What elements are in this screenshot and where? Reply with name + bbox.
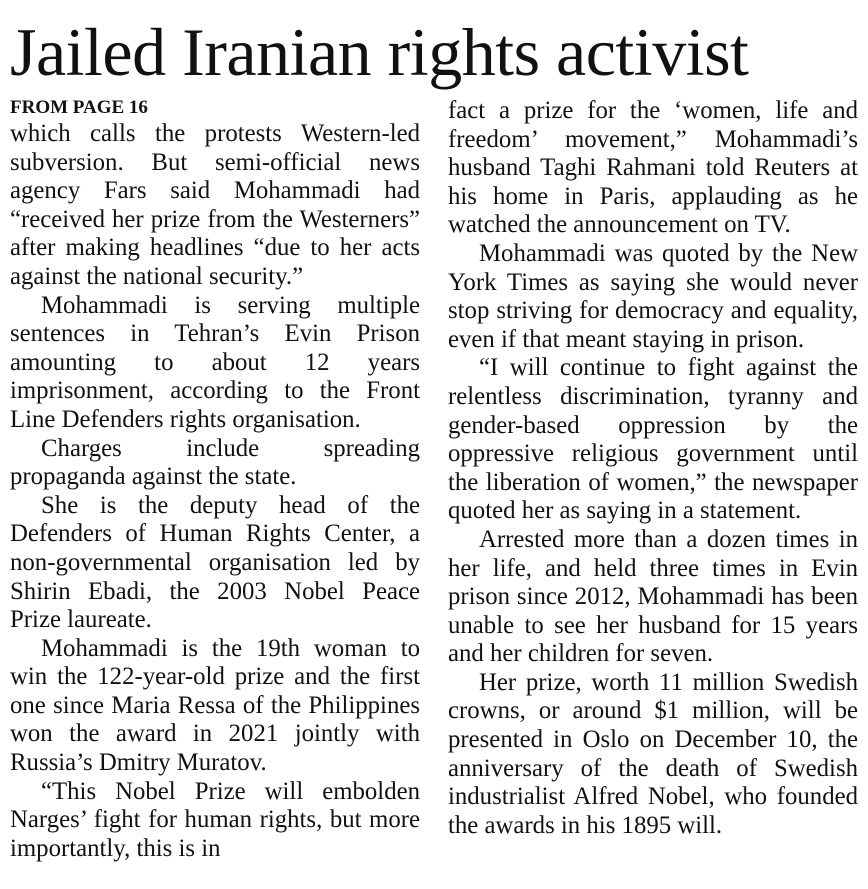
paragraph: “I will continue to fight against the relentless discrimination, tyranny and gender-based oppression by the oppressive religious government until the liberation of women,” the newspaper quoted her as saying in a statement. bbox=[448, 354, 858, 525]
paragraph: Her prize, worth 11 million Swedish crowns, or around $1 million, will be presented in Oslo on December 10, the anniversary of the death of Swedish industrialist Alfred Nobel, who founded the awards in his 1895 will. bbox=[448, 668, 858, 839]
paragraph: which calls the protests Western-led subversion. But semi-official news agency Fars said Mohammadi had “received her prize from the Westerners” after making headlines “due to her acts against the national security.” bbox=[10, 120, 420, 290]
article-column-left bbox=[10, 96, 420, 863]
paragraph: Mohammadi is the 19th woman to win the 122-year-old prize and the first one since Maria Ressa of the Philippines won the award in 2021 jointly with Russia’s Dmitry Muratov. bbox=[10, 634, 420, 777]
paragraph: Mohammadi was quoted by the New York Times as saying she would never stop striving for democracy and equality, even if that meant staying in prison. bbox=[448, 239, 858, 353]
paragraph: fact a prize for the ‘women, life and freedom’ movement,” Mohammadi’s husband Taghi Rahmani told Reuters at his home in Paris, applauding as he watched the announcement on TV. bbox=[448, 97, 858, 239]
paragraph: “This Nobel Prize will embolden Narges’ fight for human rights, but more importantly, this is in bbox=[10, 777, 420, 862]
article-column-right bbox=[448, 97, 858, 840]
paragraph: Mohammadi is serving multiple sentences in Tehran’s Evin Prison amounting to about 12 years imprisonment, according to the Front Line Defenders rights organisation. bbox=[10, 291, 420, 433]
headline: Jailed Iranian rights activist bbox=[10, 14, 749, 90]
paragraph: She is the deputy head of the Defenders of Human Rights Center, a non-governmental organisation led by Shirin Ebadi, the 2003 Nobel Peace Prize laureate. bbox=[10, 491, 420, 634]
paragraph: Arrested more than a dozen times in her life, and held three times in Evin prison since 2012, Mohammadi has been unable to see her husband for 15 years and her children for seven. bbox=[448, 525, 858, 668]
paragraph: Charges include spreading propaganda against the state. bbox=[10, 434, 420, 491]
continuation-kicker: FROM PAGE 16 bbox=[10, 97, 148, 118]
